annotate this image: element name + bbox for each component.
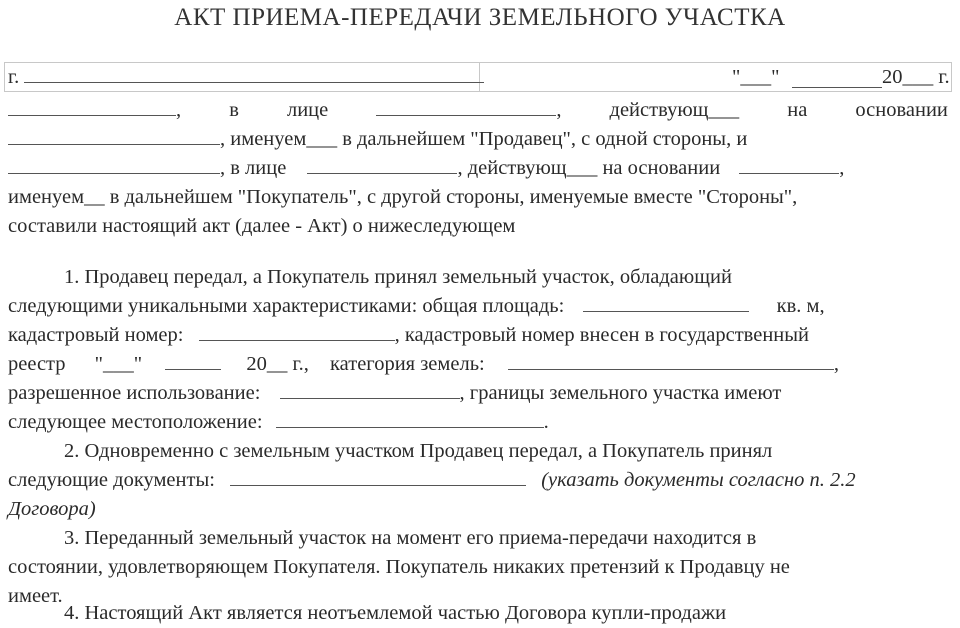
p1-text: следующими уникальными характеристиками: общая площадь:	[8, 295, 565, 317]
p2-line-3: Договора)	[8, 498, 96, 520]
p1-text: кадастровый номер:	[8, 324, 184, 346]
intro-text: , действующ___ на основании	[457, 157, 721, 179]
representative-blank	[376, 95, 556, 116]
year-label: 20___ г.	[882, 66, 950, 88]
intro-line-5: составили настоящий акт (далее - Акт) о нижеследующем	[8, 215, 516, 237]
intro-word: на	[787, 99, 808, 121]
land-category-blank	[508, 349, 834, 370]
p2-instruction: (указать документы согласно п. 2.2	[541, 469, 856, 491]
intro-line-1: , в лице , действующ___ на основании	[8, 95, 948, 125]
buyer-blank	[8, 153, 220, 174]
p2-text: следующие документы:	[8, 469, 215, 491]
p4-line-1: 4. Настоящий Акт является неотъемлемой частью Договора купли-продажи	[64, 602, 727, 624]
party-blank	[8, 95, 176, 116]
month-blank	[792, 67, 882, 88]
p1-line-6: следующее местоположение: .	[8, 407, 948, 437]
registry-month-blank	[165, 349, 221, 370]
intro-word: действующ___	[609, 99, 740, 121]
p1-text: реестр	[8, 353, 66, 375]
basis-blank	[8, 124, 220, 145]
header-row	[8, 62, 948, 92]
p1-line-2	[8, 291, 948, 321]
p1-text: "___"	[94, 353, 143, 375]
city-label: г.	[8, 66, 20, 88]
buyer-representative-blank	[307, 153, 457, 174]
p1-text: , кадастровый номер внесен в государственный	[394, 324, 810, 346]
p3-line-1: 3. Переданный земельный участок на момент его приема-передачи находится в	[64, 527, 757, 549]
buyer-basis-blank	[739, 153, 839, 174]
p1-text: следующее местоположение:	[8, 411, 263, 433]
intro-line-2	[8, 124, 948, 154]
area-blank	[583, 291, 749, 312]
p1-line-3	[8, 320, 948, 350]
p1-text: , границы земельного участка имеют	[459, 382, 782, 404]
p2-line-1: 2. Одновременно с земельным участком Продавец передал, а Покупатель принял	[64, 440, 773, 462]
intro-word: в	[229, 99, 239, 121]
p3-line-3: имеет.	[8, 585, 63, 607]
p1-text: 20__ г.,	[246, 353, 309, 375]
location-blank	[276, 407, 544, 428]
document-title: АКТ ПРИЕМА-ПЕРЕДАЧИ ЗЕМЕЛЬНОГО УЧАСТКА	[174, 4, 786, 31]
intro-text: , в лице	[220, 157, 287, 179]
city-blank	[24, 62, 484, 83]
cadastral-number-blank	[199, 320, 395, 341]
intro-word: лице	[286, 99, 329, 121]
permitted-use-blank	[280, 378, 460, 399]
p3-line-2: состоянии, удовлетворяющем Покупателя. Покупатель никаких претензий к Продавцу не	[8, 556, 790, 578]
p1-line-1: 1. Продавец передал, а Покупатель принял земельный участок, обладающий	[64, 266, 732, 288]
intro-line-3: , в лице , действующ___ на основании ,	[8, 153, 948, 183]
p1-text: кв. м,	[776, 295, 825, 317]
date-quotes: "___"	[732, 66, 780, 88]
documents-blank	[230, 465, 526, 486]
p1-line-4: реестр "___" 20__ г., категория земель: ,	[8, 349, 948, 379]
intro-word: основании	[855, 99, 948, 121]
p1-text: разрешенное использование:	[8, 382, 261, 404]
p2-line-2	[8, 465, 948, 495]
intro-text: , именуем___ в дальнейшем "Продавец", с одной стороны, и	[220, 128, 748, 150]
p1-text: категория земель:	[330, 353, 485, 375]
intro-line-4: именуем__ в дальнейшем "Покупатель", с другой стороны, именуемые вместе "Стороны",	[8, 186, 798, 208]
p1-line-5	[8, 378, 948, 408]
